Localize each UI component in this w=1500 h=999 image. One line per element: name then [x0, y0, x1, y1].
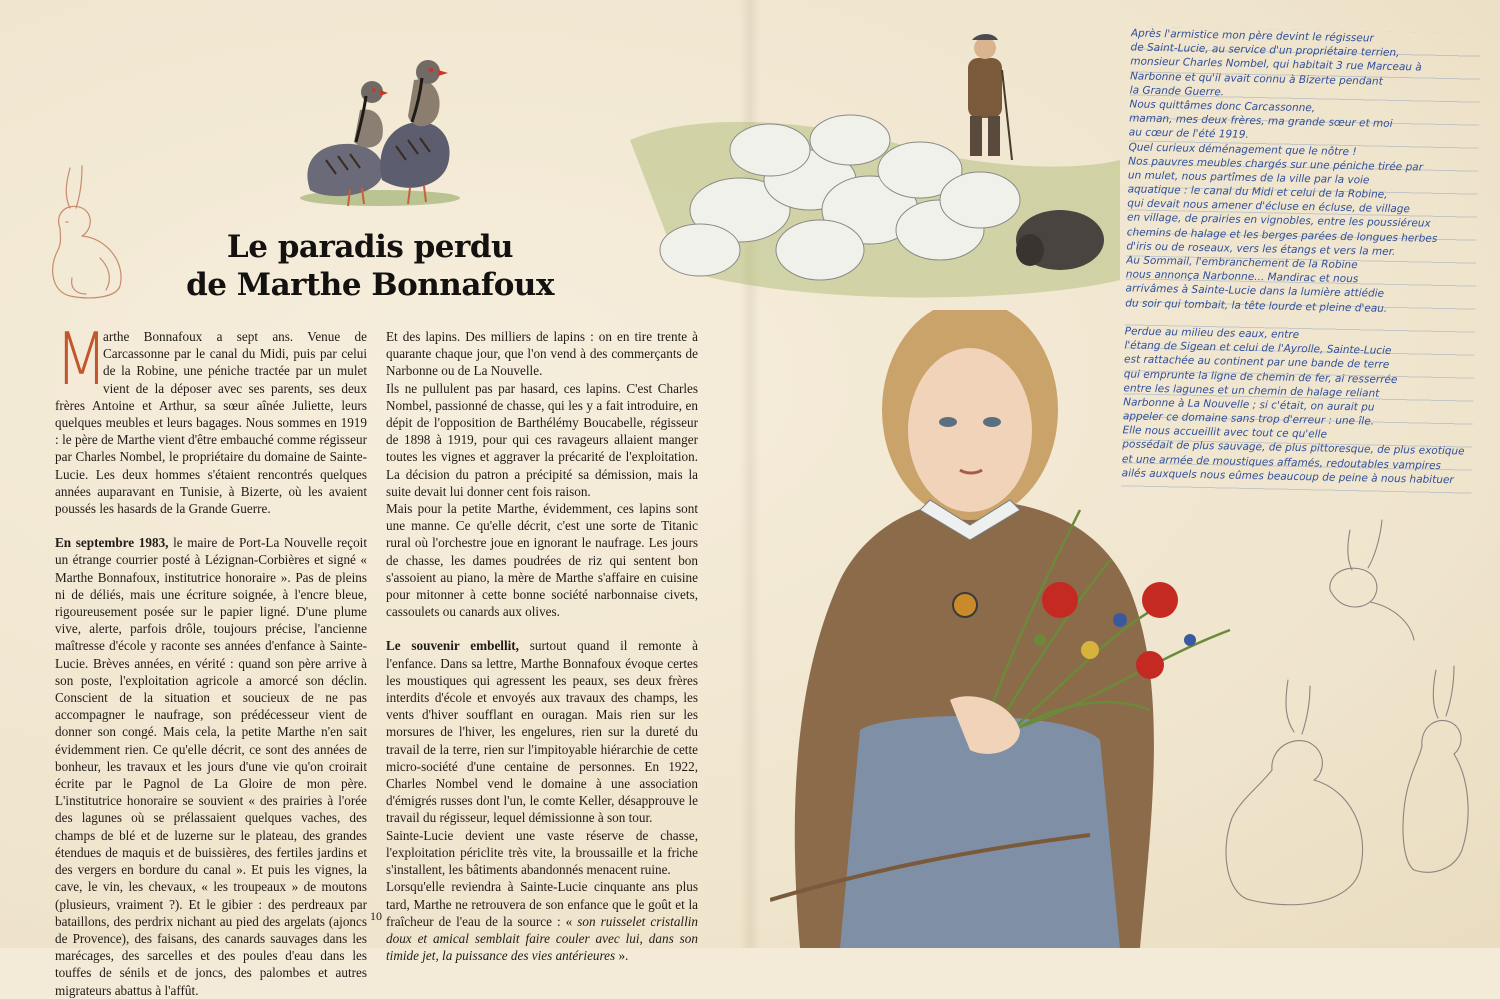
letter-line: Nos pauvres meubles chargés sur une péniche tirée par — [1128, 155, 1424, 174]
paragraph — [386, 637, 698, 826]
letter-line: est rattachée au continent par une bande de terre — [1123, 353, 1390, 372]
letter-line: arrivâmes à Sainte-Lucie dans la lumière attiédie — [1125, 282, 1385, 301]
paragraph-lead-in: En septembre 1983, — [55, 535, 169, 551]
rabbit-sketch-illustration — [30, 158, 135, 303]
paragraph-text: ». — [615, 948, 629, 964]
letter-line: qui emprunte la ligne de chemin de fer, ai resserrée — [1123, 367, 1398, 386]
drop-cap: M — [55, 317, 108, 401]
shepherd-figure — [968, 34, 1012, 160]
article-column-2 — [386, 328, 698, 964]
letter-line: chemins de halage et les berges parées de longues herbes — [1126, 225, 1438, 245]
page-number: 10 — [370, 909, 382, 923]
letter-line: appeler ce domaine sans trop d'erreur : une île. — [1122, 410, 1375, 428]
letter-line: Narbonne et qu'il avait connu à Bizerte pendant — [1129, 69, 1383, 88]
letter-line: du soir qui tombait, la tête lourde et pleine d'eau. — [1125, 296, 1388, 315]
letter-line: Perdue au milieu des eaux, entre — [1124, 325, 1300, 341]
paragraph-text: Ils ne pullulent pas par hasard, ces lapins. C'est Charles Nombel, passionné de chasse, qui les y a fait introduire, en dépit de l'opposition de Barthélémy Boucabelle, régisseur de 1898 à 1919, pour qui ces ravageurs allaient manger toutes les vignes et aggraver la précarité de l'exploitation. La décision du patron a précipité sa démission, mais la suite devait lui donner cent fois raison. — [386, 380, 698, 499]
partridges-illustration — [290, 50, 470, 210]
letter-line: Elle nous accueillit avec tout ce qu'elle — [1122, 424, 1328, 441]
paragraph-text: Sainte-Lucie devient une vaste réserve de chasse, l'exploitation périclite très vite, la broussaille et la friche s'installent, les bâtiments abandonnés menacent ruine. — [386, 827, 698, 878]
paragraph — [55, 317, 367, 517]
paragraph — [386, 878, 698, 964]
letter-line: Nous quittâmes donc Carcassonne, — [1129, 98, 1316, 115]
letter-line: aquatique : le canal du Midi et celui de la Robine, — [1127, 183, 1388, 201]
letter-line: la Grande Guerre. — [1129, 84, 1225, 99]
sheep-flock-illustration — [620, 30, 1120, 310]
letter-line: qui devait nous amener d'écluse en écluse, de village — [1127, 197, 1411, 216]
letter-line: de Saint-Lucie, au service d'un propriétaire terrien, — [1130, 41, 1400, 60]
quote-text: son ruisselet cristallin doux et amical semblait faire couler avec lui, dans son timide jet, la puissance des vies antérieures — [386, 913, 698, 964]
paragraph — [55, 534, 367, 998]
paragraph-text: surtout quand il remonte à l'enfance. Dans sa lettre, Marthe Bonnafoux évoque certes les moustiques qui agressent les peaux, ses deux frères interdits d'école et envoyés aux travaux des champs, les vents d'hiver soufflant en ouragan. Mais rien sur les morsures de l'hiver, les engelures, rien sur la dureté du travail de la terre, rien sur l'impitoyable hiérarchie de cette micro-société d'une centaine de personnes. En 1922, Charles Nombel vend le domaine à une association d'émigrés russes dont l'un, le comte Keller, désapprouve le travail du régisseur, lequel démissionne à son tour. — [386, 638, 698, 826]
article-column-1 — [55, 317, 367, 999]
letter-line: Après l'armistice mon père devint le régisseur — [1130, 27, 1374, 45]
letter-line: d'iris ou de roseaux, vers les étangs et vers la mer. — [1126, 240, 1396, 258]
letter-line: monsieur Charles Nombel, qui habitait 3 rue Marceau à — [1130, 55, 1422, 74]
letter-line: l'étang de Sigean et celui de l'Ayrolle, Sainte-Lucie — [1124, 339, 1392, 358]
letter-line: un mulet, nous partîmes de la ville par la voie — [1127, 169, 1370, 187]
letter-line: et une armée de moustiques affamés, redoutables vampires — [1121, 452, 1442, 472]
article-title — [150, 228, 590, 304]
paragraph-text: Et des lapins. Des milliers de lapins : on en tire trente à quarante chaque jour, que l'on vend à des commerçants de Narbonne ou de La Nouvelle. — [386, 329, 698, 379]
paragraph-text: le maire de Port-La Nouvelle reçoit un étrange courrier posté à Lézignan-Corbières et signé « Marthe Bonnafoux, institutrice honoraire ». Pas de pleins ni de déliés, mais une écriture soignée, à l'encre bleue, rigoureusement posée sur le papier ligné. D'une plume vive, alerte, parfois drôle, toujours précise, l'ancienne maîtresse d'école y raconte ses années d'enfance à Sainte-Lucie. Brèves années, en vérité : quand son père arrive à son poste, l'exploitation agricole a amorcé son déclin. Conscient de la situation et soucieux de ne pas accompagner le naufrage, son prédécesseur vient de donner son congé. Mais cela, la petite Marthe n'en sait évidemment rien. Ce qu'elle décrit, ce sont des années de bonheur, les travaux et les jours d'une vie qu'on croirait écrite par le Pagnol de La Gloire de mon père. L'institutrice honoraire se souvient « des prairies à l'orée des lagunes où se prélassaient quelques vaches, des champs de blé et de luzerne sur le plateau, des grandes étendues de maquis et de buissières, des fertiles jardins et des vergers en bordure du canal ». Et puis les vignes, la cave, le vin, les chevaux, « les troupeaux » de moutons (plusieurs, vraiment ?). Et le gibier : des perdreaux par bataillons, des perdrix nichant au pied des argelats (ajoncs de Provence), des faisans, des canards sauvages dans les marécages, des sarcelles et des poules d'eau dans les touffes de sénils et de joncs, des palombes et autres migrateurs abattus à l'affût. — [55, 535, 367, 998]
letter-line: nous annonça Narbonne... Mandirac et nous — [1125, 268, 1359, 286]
paragraph — [386, 328, 698, 380]
letter-line: au cœur de l'été 1919. — [1128, 126, 1249, 142]
article-title-line-2: de Marthe Bonnafoux — [186, 267, 554, 303]
paragraph-lead-in: Le souvenir embellit, — [386, 638, 519, 654]
letter-line: Au Sommail, l'embranchement de la Robine — [1126, 254, 1358, 272]
letter-line: Narbonne à La Nouvelle ; si c'était, on aurait pu — [1123, 396, 1375, 414]
letter-line: Quel curieux déménagement que le nôtre ! — [1128, 140, 1357, 158]
letter-line: en village, de prairies en vignobles, entre les poussiéreux — [1126, 211, 1431, 231]
paragraph-text: Mais pour la petite Marthe, évidemment, ces lapins sont une manne. Ce qu'elle décrit, c'est une sorte de Titanic rural où l'orchestre joue en ignorant le naufrage. Les jours de chasse, les dames poudrées de riz qui sentent bon s'assoient au piano, la mère de Marthe s'affaire en cuisine pour mitonner à cette bonne société narbonnaise civets, cassoulets ou canards aux olives. — [386, 501, 698, 620]
paragraph — [386, 500, 698, 620]
letter-line: ailés auxquels nous eûmes beaucoup de peine à nous habituer — [1121, 467, 1454, 487]
paragraph — [386, 827, 698, 879]
rabbit-sketches-illustration — [1210, 510, 1500, 930]
letter-line: maman, mes deux frères, ma grande sœur et moi — [1129, 112, 1393, 131]
letter-line: possédait de plus sauvage, de plus pittoresque, de plus exotique — [1122, 438, 1465, 458]
article-title-line-1: Le paradis perdu — [226, 229, 514, 265]
paragraph-text: arthe Bonnafoux a sept ans. Venue de Carcassonne par le canal du Midi, puis par celui de la Robine, une péniche tractée par un mulet vient de la déposer avec ses parents, ses deux frères Antoine et Arthur, sa sœur aînée Juliette, leurs quelques meubles et leurs bagages. Nous sommes en 1919 : le père de Marthe vient d'être embauché comme régisseur par Charles Nombel, le propriétaire du domaine de Sainte-Lucie. Les deux hommes s'étaient rencontrés quelques années auparavant en Tunisie, à Bizerte, où les avaient poussés les hasards de la Grande Guerre. — [55, 329, 367, 517]
paragraph-text: Lorsqu'elle reviendra à Sainte-Lucie cinquante ans plus tard, Marthe ne retrouvera de son enfance que le goût et la fraîcheur de l'eau de la source : « — [386, 879, 698, 929]
letter-line: entre les lagunes et un chemin de halage reliant — [1123, 381, 1380, 400]
paragraph — [386, 380, 698, 500]
